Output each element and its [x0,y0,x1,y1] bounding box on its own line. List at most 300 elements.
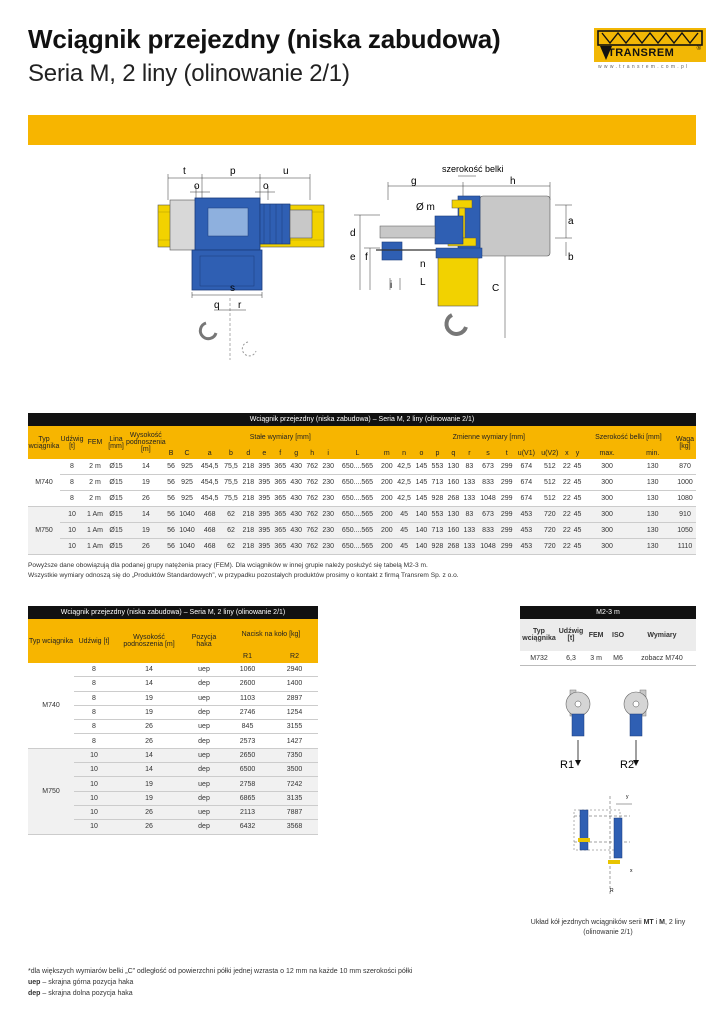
table-cell: 218 [240,459,256,475]
table-cell: 56 [166,475,177,491]
table-cell: 512 [538,491,561,507]
subcol-szerokosc: min. [646,450,660,457]
col-nacisk: Nacisk na koło [kg] [241,630,301,638]
table-cell: 22 [562,523,573,539]
table-row [28,459,696,475]
col-fem: FEM [588,631,604,639]
table-cell: 130 [631,523,674,539]
table-cell: 160 [445,475,461,491]
table-cell: 160 [445,523,461,539]
table-cell: 650....565 [336,523,379,539]
subcol-stale: i [327,450,329,457]
table-cell: 130 [445,507,461,523]
table-row [28,663,318,677]
table-cell: 925 [176,459,197,475]
table-cell: 468 [198,539,222,555]
table-cell: 75,5 [222,475,241,491]
table-cell: 1400 [271,677,318,691]
wheel-load-diagram [556,682,676,783]
table-cell: 56 [166,539,177,555]
table-row [28,539,696,555]
table-cell: 300 [583,491,632,507]
table-cell: 453 [515,539,538,555]
wheel-r2-icon [624,690,648,766]
table-cell: 145 [413,475,429,491]
table-cell: 299 [499,523,515,539]
table-cell: 268 [445,491,461,507]
col-lina: Lina [mm] [108,435,124,450]
table-cell: 56 [166,507,177,523]
table-cell: 19 [126,475,166,491]
table-cell: 299 [499,539,515,555]
subcol-stale: d [246,450,251,457]
subcol-zmienne: u(V1) [517,450,535,457]
table-cell: 83 [461,507,477,523]
table-cell: 8 [74,677,114,691]
dim-e-label: e [350,252,356,263]
table-cell: 230 [320,507,336,523]
cell-typ: M732 [520,651,558,666]
dim-a-label: a [568,216,574,227]
table-cell: 1040 [176,523,197,539]
table-cell: 299 [499,475,515,491]
subcol-zmienne: o [419,450,424,457]
subcol-stale: a [207,450,212,457]
table-cell: 45 [572,459,583,475]
table-cell: 713 [429,475,445,491]
table-row [28,748,318,762]
table-cell: 42,5 [395,475,414,491]
footnote-star: *dla większych wymiarów belki „C” odległość od powierzchni półki jednej wzrasta o 12 mm na każde 10 mm szerokości półki [28,968,413,975]
table-cell: 1080 [674,491,696,507]
table-cell: 7350 [271,748,318,762]
table-cell: 833 [477,523,498,539]
table-cell: 762 [304,475,320,491]
table-cell: 8 [60,491,84,507]
page-subtitle: Seria M, 2 liny (olinowanie 2/1) [28,60,350,87]
table-cell: 10 [60,523,84,539]
table-cell: 762 [304,539,320,555]
col-udzwig: Udźwig [t] [60,435,84,450]
table-cell: 145 [413,459,429,475]
table-cell: 299 [499,491,515,507]
col-udzwig: Udźwig [t] [78,637,110,645]
row-type-cell: M750 [28,748,74,834]
axis-x-label: x [630,868,633,874]
table-cell: 83 [461,459,477,475]
table-cell: 133 [461,475,477,491]
table-cell: 218 [240,491,256,507]
table-cell: 1040 [176,539,197,555]
table-cell: 22 [562,539,573,555]
wheel-layout-caption: Układ kół jezdnych wciągników serii MT i M, 2 liny (olinowanie 2/1) [530,919,686,936]
table-cell: 8 [74,720,114,734]
table-cell: 365 [272,491,288,507]
table-cell: 395 [256,507,272,523]
subcol-zmienne: t [505,450,508,457]
subcol-stale: e [262,450,267,457]
table-cell: 454,5 [198,459,222,475]
table-cell: 512 [538,459,561,475]
table-cell: uep [184,777,224,791]
table-cell: 26 [114,734,184,748]
table-cell: 674 [515,459,538,475]
m23-table [520,606,696,666]
table-cell: 2573 [224,734,271,748]
table-cell: 762 [304,491,320,507]
wheel-r1-icon [566,690,590,766]
dim-s-label: s [230,283,235,294]
table-cell: 2113 [224,805,271,819]
table-cell: 925 [176,475,197,491]
table-cell: 365 [272,507,288,523]
subcol-stale: f [279,450,282,457]
table-cell: 762 [304,523,320,539]
table-cell: 26 [114,820,184,834]
table-cell: 2746 [224,705,271,719]
table-cell: 2758 [224,777,271,791]
table-cell: uep [184,691,224,705]
subcol-zmienne: r [468,450,471,457]
table-cell: 45 [395,539,414,555]
table-cell: 845 [224,720,271,734]
table-cell: 1040 [176,507,197,523]
table-cell: 453 [515,507,538,523]
table-cell: dep [184,705,224,719]
table-cell: 22 [562,491,573,507]
note-line-1: Powyższe dane obowiązują dla podanej grupy natężenia pracy (FEM). Dla wciągników w innej grupie należy posłużyć się tabelą M2-3 m. [28,562,428,569]
table-cell: 19 [114,691,184,705]
table-cell: 3568 [271,820,318,834]
col-typ: Typ wciągnika [29,637,73,645]
table-cell: 1254 [271,705,318,719]
table-cell: 14 [114,763,184,777]
row-type-cell: M750 [28,507,60,555]
table-cell: 45 [572,539,583,555]
row-type-cell: M740 [28,663,74,748]
table-cell: 8 [74,691,114,705]
dim-o1-label: o [194,181,200,192]
table-cell: 720 [538,523,561,539]
table-cell: 833 [477,475,498,491]
table-cell: Ø15 [106,459,126,475]
table-cell: 200 [379,491,395,507]
table-cell: 56 [166,523,177,539]
table-cell: dep [184,763,224,777]
table-row [28,491,696,507]
table-cell: 230 [320,475,336,491]
subcol-zmienne: u(V2) [541,450,559,457]
table-cell: 26 [114,805,184,819]
table-cell: 7242 [271,777,318,791]
hoist-side-drawing [340,160,580,350]
subcol-stale: L [355,450,360,457]
wheel-r2-label: R2 [620,759,635,771]
table-cell: 2 m [84,475,106,491]
rail-block [614,818,622,858]
dim-C-label: C [492,283,500,294]
table-cell: 14 [126,459,166,475]
table-cell: uep [184,805,224,819]
table-cell: 230 [320,459,336,475]
transrem-logo [594,28,706,62]
col-wysokosc: Wysokość podnoszenia [m] [123,634,175,648]
table-cell: 1048 [477,539,498,555]
dim-h-label: h [510,176,516,187]
table-cell: 6865 [224,791,271,805]
table-cell: 8 [74,705,114,719]
table-cell: 7887 [271,805,318,819]
table-cell: 910 [674,507,696,523]
col-typ: Typ wciągnika [522,628,556,642]
table-cell: 1050 [674,523,696,539]
subcol-stale: m [383,450,390,457]
yellow-band [28,115,696,145]
table-cell: 230 [320,523,336,539]
table-cell: 130 [631,507,674,523]
main-dimensions-table [28,413,696,555]
table-cell: 299 [499,507,515,523]
table-cell: 299 [499,459,515,475]
table-cell: 365 [272,459,288,475]
col-waga: Waga [kg] [675,435,695,450]
hook-block-shape [438,258,478,306]
table-cell: 8 [74,663,114,677]
table-cell: Ø15 [106,539,126,555]
wheel-r1-label: R1 [560,759,575,771]
cell-wymiary: zobacz M740 [628,651,696,666]
table-cell: 268 [445,539,461,555]
table-cell: dep [184,734,224,748]
table-cell: dep [184,677,224,691]
table-cell: 300 [583,475,632,491]
table-cell: 26 [126,491,166,507]
table-cell: 2940 [271,663,318,677]
website-url: www.transrem.com.pl [598,64,690,70]
table-cell: 8 [74,734,114,748]
table-cell: 19 [126,523,166,539]
dim-g-label: g [411,176,417,187]
footnote-uep: uep – skrajna górna pozycja haka [28,979,134,986]
table-cell: Ø15 [106,491,126,507]
table-cell: 45 [572,491,583,507]
table-cell: 140 [413,507,429,523]
subcol-stale: g [294,450,299,457]
table-cell: 130 [445,459,461,475]
logo-text: TRANSREM [608,47,675,59]
table-cell: 14 [114,677,184,691]
table-cell: 2897 [271,691,318,705]
table-cell: 395 [256,475,272,491]
page-title: Wciągnik przejezdny (niska zabudowa) [28,24,501,54]
subcol-zmienne: n [402,450,407,457]
col-typ: Typ wciągnika [28,435,60,450]
table-cell: 218 [240,539,256,555]
dim-b-label: b [568,252,574,263]
dim-f-label: f [365,252,368,263]
table-cell: 62 [222,523,241,539]
table-cell: dep [184,791,224,805]
dim-p-label: p [230,166,236,177]
table-cell: 10 [74,777,114,791]
table-cell: Ø15 [106,523,126,539]
cell-iso: M6 [608,651,628,666]
subcol-zmienne: y [575,450,580,457]
table-cell: 674 [515,491,538,507]
table-cell: 10 [74,805,114,819]
table-cell: 395 [256,539,272,555]
table-cell: 453 [515,523,538,539]
table-cell: 2600 [224,677,271,691]
table-cell: 430 [288,523,304,539]
table-cell: 130 [631,475,674,491]
dim-q-label: q [214,300,220,311]
table-cell: 6500 [224,763,271,777]
table-cell: 3155 [271,720,318,734]
table-cell: Ø15 [106,475,126,491]
table-cell: 62 [222,539,241,555]
table-cell: 56 [166,459,177,475]
table-cell: 218 [240,507,256,523]
table-cell: Ø15 [106,507,126,523]
note-line-2: Wszystkie wymiary odnoszą się do „Produktów Standardowych”, w przypadku pozostałych produktów prosimy o kontakt z firmą Transrem Sp. z o.o. [28,572,459,579]
subcol-szerokosc: max. [599,450,615,457]
table-cell: uep [184,663,224,677]
table-cell: 130 [631,539,674,555]
table-cell: 19 [114,777,184,791]
dim-t-label: t [183,166,186,177]
table-cell: 300 [583,507,632,523]
table-cell: 8 [60,459,84,475]
table-cell: 62 [222,507,241,523]
table-cell: 140 [413,539,429,555]
col-wymiary: Wymiary [647,631,677,639]
table-cell: 928 [429,539,445,555]
table-cell: 650....565 [336,475,379,491]
table-cell: 365 [272,475,288,491]
main-table-title: Wciągnik przejezdny (niska zabudowa) – Seria M, 2 liny (olinowanie 2/1) [249,416,475,423]
motor-housing-shape [480,196,550,256]
dim-n-label: n [420,259,426,270]
footnote-dep: dep – skrajna dolna pozycja haka [28,990,133,997]
table-cell: 45 [395,523,414,539]
table-cell: 1 Am [84,539,106,555]
table-cell: 10 [74,820,114,834]
dim-m-label: Ø m [416,202,435,213]
table-cell: 130 [631,491,674,507]
col-r1: R1 [243,652,252,660]
table-cell: 430 [288,539,304,555]
table-cell: 45 [572,475,583,491]
table-cell: 553 [429,507,445,523]
dim-u-label: u [283,166,289,177]
col-stale: Stałe wymiary [mm] [249,433,311,441]
table-cell: 14 [114,748,184,762]
col-wysokosc: Wysokość podnoszenia [m] [126,432,166,453]
subcol-stale: h [310,450,315,457]
table-cell: 75,5 [222,459,241,475]
cell-fem: 3 m [584,651,608,666]
cell-udzwig: 6,3 [558,651,584,666]
table-cell: 22 [562,475,573,491]
table-cell: 140 [413,523,429,539]
col-pozycja: Pozycja haka [191,634,217,648]
table-cell: 10 [60,507,84,523]
dim-L-label: L [420,277,426,288]
table-cell: 2650 [224,748,271,762]
table-cell: 430 [288,507,304,523]
table-cell: 713 [429,523,445,539]
table-cell: 300 [583,459,632,475]
table-cell: 928 [429,491,445,507]
table-cell: 300 [583,539,632,555]
table-cell: 230 [320,539,336,555]
table-cell: 45 [572,507,583,523]
table-cell: 230 [320,491,336,507]
subcol-zmienne: s [486,450,490,457]
table-cell: 650....565 [336,491,379,507]
table-cell: 365 [272,539,288,555]
col-r2: R2 [290,652,299,660]
dim-i-label: i [390,280,393,291]
table-row [28,507,696,523]
table-cell: 1103 [224,691,271,705]
table-cell: 133 [461,523,477,539]
wheel-layout-diagram [560,790,640,910]
table-cell: 2 m [84,491,106,507]
table-cell: 22 [562,459,573,475]
table-cell: 10 [60,539,84,555]
table-cell: 10 [74,763,114,777]
table-cell: 454,5 [198,491,222,507]
table-cell: 1048 [477,491,498,507]
table-cell: 650....565 [336,507,379,523]
subcol-zmienne: p [435,450,440,457]
logo-reg-mark: ® [696,46,701,52]
table-cell: 19 [114,705,184,719]
table-cell: 650....565 [336,459,379,475]
table-cell: 6432 [224,820,271,834]
table-cell: 395 [256,523,272,539]
table-cell: 3500 [271,763,318,777]
table-cell: 673 [477,459,498,475]
table-cell: 22 [562,507,573,523]
subcol-stale: b [229,450,233,457]
table-cell: 19 [114,791,184,805]
table-cell: 1 Am [84,507,106,523]
hook-icon [200,323,216,339]
table-row [28,523,696,539]
side-hook-icon [446,315,466,334]
table-cell: 133 [461,539,477,555]
table-cell: 762 [304,459,320,475]
table-cell: 45 [572,523,583,539]
table-cell: 720 [538,539,561,555]
table-cell: 14 [114,663,184,677]
table-cell: dep [184,820,224,834]
table-cell: 200 [379,523,395,539]
table-cell: 200 [379,459,395,475]
table-cell: 468 [198,507,222,523]
axis-y-label: y [626,794,629,800]
table-cell: 42,5 [395,459,414,475]
table-cell: 42,5 [395,491,414,507]
table-cell: 218 [240,523,256,539]
table-cell: 430 [288,459,304,475]
table-cell: 395 [256,491,272,507]
table-cell: 870 [674,459,696,475]
table-cell: 454,5 [198,475,222,491]
